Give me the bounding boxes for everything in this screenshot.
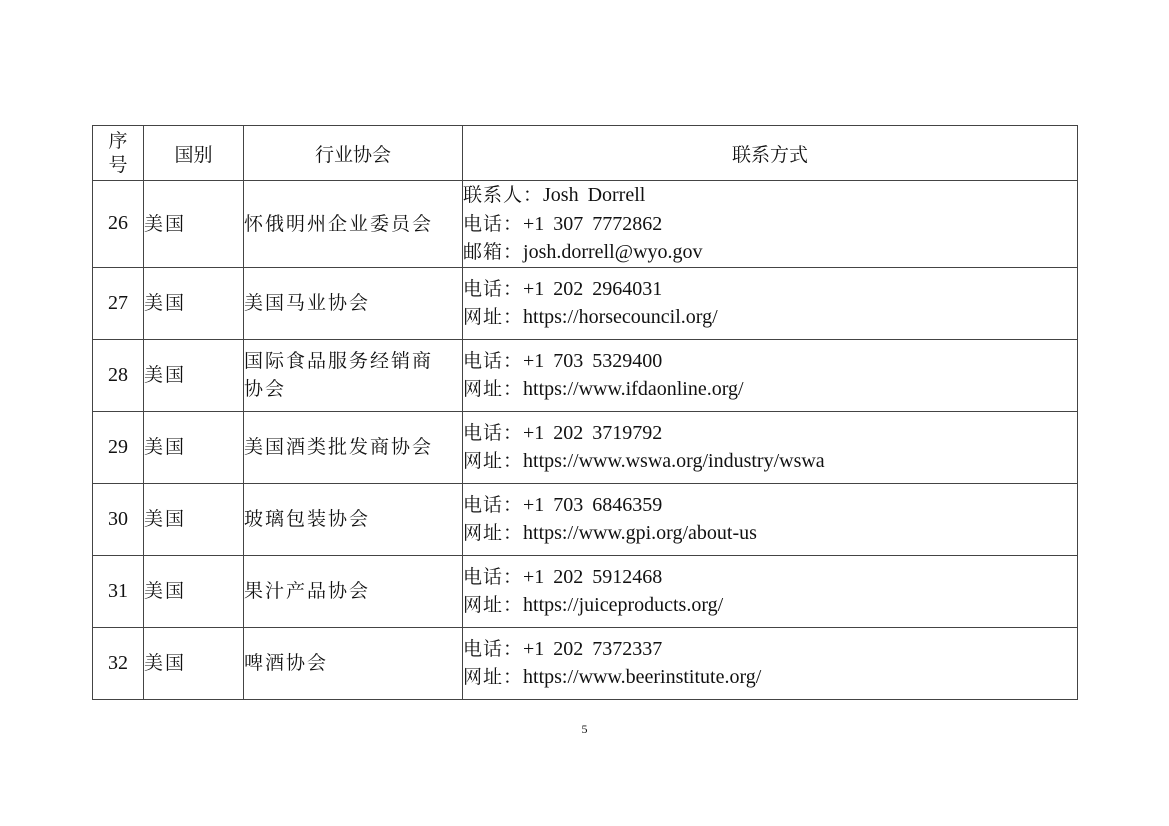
contact-value: https://www.wswa.org/industry/wswa <box>523 450 825 472</box>
row-number: 28 <box>93 339 144 411</box>
website-line <box>463 375 1077 404</box>
website-line <box>463 663 1077 692</box>
row-number: 32 <box>93 627 144 699</box>
row-contact <box>463 181 1078 268</box>
row-number: 31 <box>93 555 144 627</box>
contact-label: 网址： <box>463 450 524 472</box>
header-serial-number <box>93 126 144 181</box>
website-line <box>463 447 1077 476</box>
phone-line <box>463 419 1077 448</box>
phone-line <box>463 491 1077 520</box>
row-association: 玻璃包装协会 <box>244 483 463 555</box>
row-contact <box>463 627 1078 699</box>
row-association: 美国马业协会 <box>244 267 463 339</box>
row-country: 美国 <box>144 411 244 483</box>
header-country: 国别 <box>144 126 244 181</box>
table-row <box>93 483 1078 555</box>
row-contact <box>463 267 1078 339</box>
row-number: 29 <box>93 411 144 483</box>
phone-line <box>463 210 1077 239</box>
website-line <box>463 303 1077 332</box>
row-association: 果汁产品协会 <box>244 555 463 627</box>
association-table <box>92 125 1078 700</box>
contact-label: 电话： <box>463 565 524 588</box>
contact-value: +1 703 6846359 <box>523 493 663 516</box>
contact-value: +1 202 5912468 <box>523 565 663 588</box>
phone-line <box>463 347 1077 376</box>
table-row <box>93 181 1078 268</box>
table-row <box>93 411 1078 483</box>
contact-label: 网址： <box>463 594 524 616</box>
contact-label: 联系人： <box>463 184 544 206</box>
contact-value: +1 202 7372337 <box>523 637 663 660</box>
contact-label: 电话： <box>463 637 524 660</box>
contact-label: 网址： <box>463 666 524 688</box>
contact-value: https://juiceproducts.org/ <box>523 594 724 616</box>
row-association-line1: 国际食品服务经销商 <box>244 350 434 372</box>
contact-value: josh.dorrell@wyo.gov <box>523 241 703 263</box>
row-association: 怀俄明州企业委员会 <box>244 181 463 268</box>
row-number: 26 <box>93 181 144 268</box>
contact-label: 网址： <box>463 306 524 328</box>
row-country: 美国 <box>144 483 244 555</box>
table-row <box>93 339 1078 411</box>
phone-line <box>463 635 1077 664</box>
row-association <box>244 339 463 411</box>
contact-label: 邮箱： <box>463 241 524 263</box>
contact-value: +1 307 7772862 <box>523 212 663 235</box>
contact-label: 电话： <box>463 493 524 516</box>
contact-value: +1 703 5329400 <box>523 349 663 372</box>
website-line <box>463 519 1077 548</box>
table-header-row <box>93 126 1078 181</box>
phone-line <box>463 563 1077 592</box>
contact-label: 电话： <box>463 277 524 300</box>
table-row <box>93 627 1078 699</box>
row-association-line2: 协会 <box>244 378 287 400</box>
contact-value: https://horsecouncil.org/ <box>523 306 718 328</box>
contact-label: 电话： <box>463 212 524 235</box>
contact-value: +1 202 3719792 <box>523 421 663 444</box>
contact-person-line <box>463 181 1077 210</box>
contact-value: https://www.ifdaonline.org/ <box>523 378 744 400</box>
contact-value: https://www.beerinstitute.org/ <box>523 666 762 688</box>
row-country: 美国 <box>144 267 244 339</box>
row-country: 美国 <box>144 339 244 411</box>
row-contact <box>463 411 1078 483</box>
contact-value: https://www.gpi.org/about-us <box>523 522 757 544</box>
contact-value: +1 202 2964031 <box>523 277 663 300</box>
row-contact <box>463 555 1078 627</box>
website-line <box>463 591 1077 620</box>
table-row <box>93 267 1078 339</box>
header-serial-number-bottom: 号 <box>108 154 128 176</box>
phone-line <box>463 275 1077 304</box>
header-association: 行业协会 <box>244 126 463 181</box>
email-line <box>463 238 1077 267</box>
contact-value: Josh Dorrell <box>543 184 646 206</box>
row-country: 美国 <box>144 181 244 268</box>
row-contact <box>463 339 1078 411</box>
row-contact <box>463 483 1078 555</box>
table-row <box>93 555 1078 627</box>
page-number: 5 <box>581 722 588 736</box>
row-association: 啤酒协会 <box>244 627 463 699</box>
contact-label: 网址： <box>463 378 524 400</box>
header-contact: 联系方式 <box>463 126 1078 181</box>
row-association: 美国酒类批发商协会 <box>244 411 463 483</box>
contact-label: 网址： <box>463 522 524 544</box>
contact-label: 电话： <box>463 349 524 372</box>
row-number: 30 <box>93 483 144 555</box>
header-serial-number-top: 序 <box>108 130 128 152</box>
row-country: 美国 <box>144 555 244 627</box>
row-number: 27 <box>93 267 144 339</box>
contact-label: 电话： <box>463 421 524 444</box>
row-country: 美国 <box>144 627 244 699</box>
